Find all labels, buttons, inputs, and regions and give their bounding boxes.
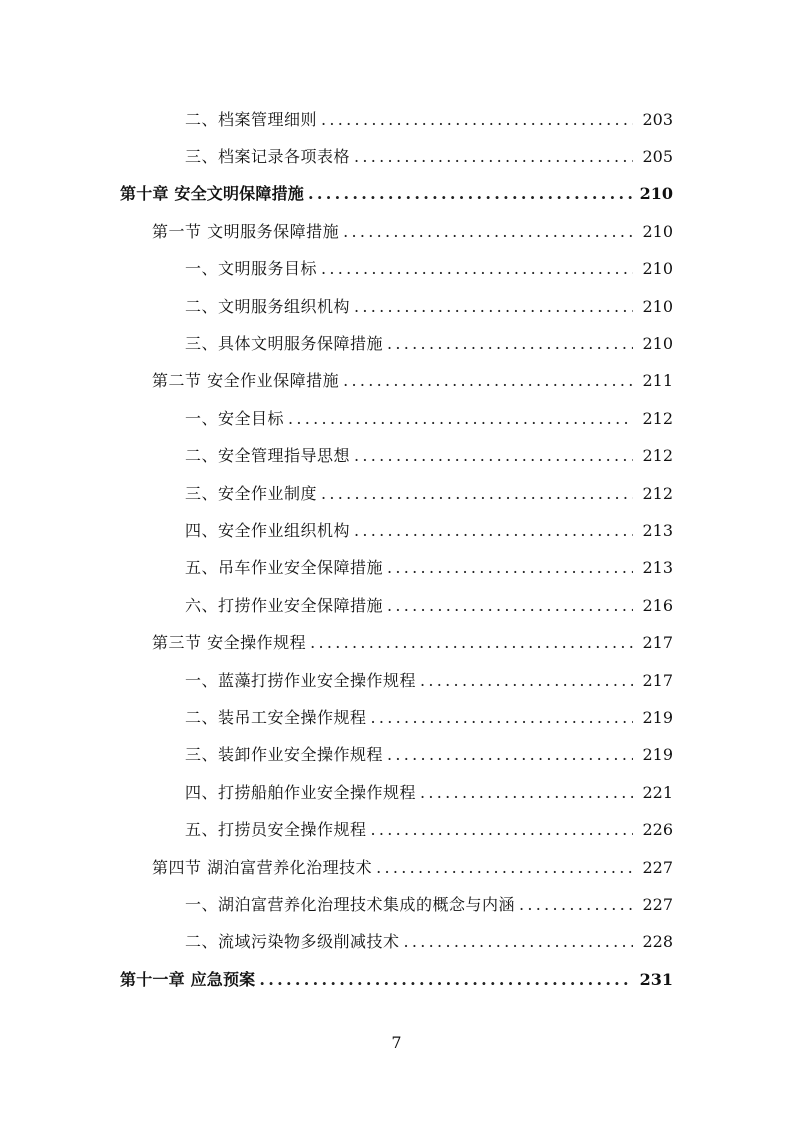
toc-entry-title: 五、吊车作业安全保障措施 (185, 558, 384, 578)
toc-entry-leader-group (185, 783, 633, 803)
toc-entry-leader-group (152, 222, 633, 242)
toc-subsection-entry[interactable] (0, 886, 793, 923)
dot-leader (387, 596, 633, 616)
toc-entry-title: 第十一章 应急预案 (120, 969, 256, 989)
dot-leader (387, 558, 633, 578)
toc-subsection-entry[interactable] (0, 251, 793, 288)
dot-leader (321, 110, 633, 130)
toc-section-entry[interactable] (0, 849, 793, 886)
toc-entry-leader-group (185, 110, 633, 130)
toc-entry-leader-group (120, 970, 633, 990)
dot-leader (343, 371, 633, 391)
toc-entry-title: 第十章 安全文明保障措施 (120, 184, 304, 204)
toc-entry-leader-group (185, 932, 633, 952)
dot-leader (288, 409, 633, 429)
toc-entry-title: 二、文明服务组织机构 (185, 296, 351, 316)
table-of-contents (0, 101, 793, 998)
toc-entry-title: 三、装卸作业安全操作规程 (185, 745, 384, 765)
dot-leader (321, 484, 633, 504)
toc-entry-leader-group (185, 484, 633, 504)
page-number: 7 (391, 1033, 402, 1052)
toc-entry-leader-group (185, 409, 633, 429)
toc-entry-title: 第二节 安全作业保障措施 (152, 371, 340, 391)
toc-subsection-entry[interactable] (0, 101, 793, 138)
dot-leader (259, 970, 633, 990)
toc-entry-title: 二、装吊工安全操作规程 (185, 707, 367, 727)
toc-entry-leader-group (185, 297, 633, 317)
toc-entry-title: 四、打捞船舶作业安全操作规程 (185, 782, 417, 802)
toc-subsection-entry[interactable] (0, 737, 793, 774)
toc-entry-title: 六、打捞作业安全保障措施 (185, 595, 384, 615)
toc-entry-leader-group (152, 858, 633, 878)
dot-leader (404, 932, 633, 952)
toc-entry-leader-group (152, 371, 633, 391)
toc-entry-leader-group (185, 259, 633, 279)
toc-subsection-entry[interactable] (0, 811, 793, 848)
toc-entry-page-number: 226 (642, 820, 673, 840)
toc-entry-leader-group (185, 334, 633, 354)
toc-entry-page-number: 231 (639, 969, 673, 989)
toc-entry-page-number: 210 (642, 334, 673, 354)
toc-entry-page-number: 227 (642, 857, 673, 877)
toc-entry-leader-group (185, 820, 633, 840)
toc-entry-page-number: 210 (639, 184, 673, 204)
dot-leader (420, 671, 633, 691)
toc-entry-page-number: 212 (642, 483, 673, 503)
toc-subsection-entry[interactable] (0, 662, 793, 699)
toc-entry-leader-group (185, 596, 633, 616)
toc-entry-page-number: 217 (642, 670, 673, 690)
toc-entry-page-number: 221 (642, 782, 673, 802)
toc-subsection-entry[interactable] (0, 400, 793, 437)
toc-entry-leader-group (185, 446, 633, 466)
toc-entry-title: 一、文明服务目标 (185, 259, 318, 279)
toc-subsection-entry[interactable] (0, 699, 793, 736)
toc-entry-title: 第三节 安全操作规程 (152, 633, 307, 653)
dot-leader (354, 446, 633, 466)
toc-entry-title: 一、湖泊富营养化治理技术集成的概念与内涵 (185, 894, 516, 914)
dot-leader (343, 222, 633, 242)
toc-entry-page-number: 210 (642, 221, 673, 241)
toc-entry-page-number: 210 (642, 259, 673, 279)
toc-section-entry[interactable] (0, 624, 793, 661)
toc-entry-page-number: 212 (642, 446, 673, 466)
toc-entry-page-number: 211 (642, 371, 673, 391)
toc-entry-title: 三、具体文明服务保障措施 (185, 334, 384, 354)
toc-entry-title: 一、安全目标 (185, 408, 285, 428)
toc-entry-title: 第一节 文明服务保障措施 (152, 221, 340, 241)
toc-entry-page-number: 213 (642, 520, 673, 540)
toc-entry-leader-group (185, 147, 633, 167)
toc-entry-page-number: 228 (642, 932, 673, 952)
toc-entry-leader-group (185, 708, 633, 728)
toc-entry-leader-group (185, 671, 633, 691)
toc-entry-leader-group (185, 895, 633, 915)
toc-entry-leader-group (185, 521, 633, 541)
dot-leader (519, 895, 633, 915)
dot-leader (387, 745, 633, 765)
toc-entry-title: 二、档案管理细则 (185, 109, 318, 129)
toc-entry-title: 第四节 湖泊富营养化治理技术 (152, 857, 373, 877)
toc-subsection-entry[interactable] (0, 325, 793, 362)
toc-subsection-entry[interactable] (0, 475, 793, 512)
toc-entry-title: 二、安全管理指导思想 (185, 446, 351, 466)
dot-leader (376, 858, 633, 878)
dot-leader (387, 334, 633, 354)
toc-entry-page-number: 210 (642, 296, 673, 316)
dot-leader (371, 820, 633, 840)
toc-subsection-entry[interactable] (0, 774, 793, 811)
toc-entry-leader-group (185, 745, 633, 765)
toc-entry-page-number: 205 (642, 147, 673, 167)
toc-chapter-entry[interactable] (0, 176, 793, 213)
toc-entry-page-number: 216 (642, 595, 673, 615)
toc-entry-page-number: 212 (642, 408, 673, 428)
toc-entry-page-number: 217 (642, 633, 673, 653)
dot-leader (310, 633, 633, 653)
toc-entry-page-number: 219 (642, 707, 673, 727)
dot-leader (420, 783, 633, 803)
dot-leader (354, 147, 633, 167)
toc-subsection-entry[interactable] (0, 438, 793, 475)
toc-subsection-entry[interactable] (0, 924, 793, 961)
toc-entry-leader-group (185, 558, 633, 578)
toc-section-entry[interactable] (0, 363, 793, 400)
dot-leader (354, 297, 633, 317)
dot-leader (321, 259, 633, 279)
toc-entry-title: 一、蓝藻打捞作业安全操作规程 (185, 670, 417, 690)
toc-entry-title: 五、打捞员安全操作规程 (185, 820, 367, 840)
toc-entry-title: 四、安全作业组织机构 (185, 520, 351, 540)
toc-section-entry[interactable] (0, 213, 793, 250)
toc-entry-title: 三、档案记录各项表格 (185, 147, 351, 167)
toc-subsection-entry[interactable] (0, 587, 793, 624)
toc-subsection-entry[interactable] (0, 512, 793, 549)
toc-entry-title: 二、流域污染物多级削减技术 (185, 932, 400, 952)
toc-entry-title: 三、安全作业制度 (185, 483, 318, 503)
toc-entry-page-number: 219 (642, 745, 673, 765)
toc-entry-page-number: 213 (642, 558, 673, 578)
toc-entry-leader-group (152, 633, 633, 653)
toc-entry-page-number: 203 (642, 109, 673, 129)
toc-entry-page-number: 227 (642, 894, 673, 914)
toc-entry-leader-group (120, 184, 633, 204)
dot-leader (354, 521, 633, 541)
dot-leader (308, 184, 633, 204)
dot-leader (371, 708, 633, 728)
toc-subsection-entry[interactable] (0, 550, 793, 587)
toc-chapter-entry[interactable] (0, 961, 793, 998)
toc-subsection-entry[interactable] (0, 288, 793, 325)
toc-subsection-entry[interactable] (0, 138, 793, 175)
